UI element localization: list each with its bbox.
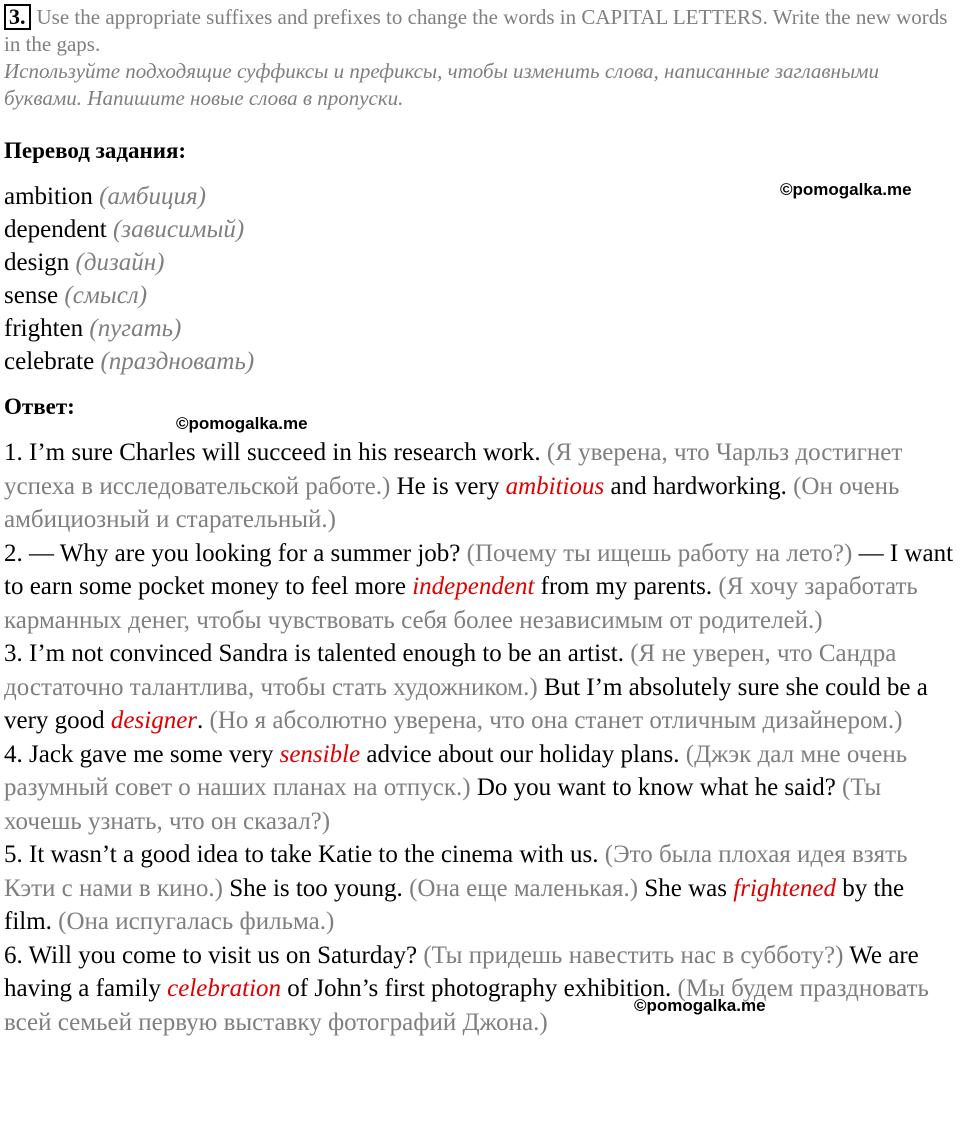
answer-word: independent bbox=[412, 573, 535, 600]
watermark: ©pomogalka.me bbox=[176, 414, 308, 433]
answer-item: 4. Jack gave me some very sensible advice about our holiday plans. (Джэк дал мне очень разумный совет о наших планах на отпуск.) Do you want to know what he said? (Ты хочешь узнать, что он сказал?) bbox=[4, 740, 908, 835]
word-item: frighten (пугать) bbox=[4, 315, 182, 342]
task-instruction bbox=[4, 4, 956, 112]
answer-item: 5. It wasn’t a good idea to take Katie to the cinema with us. (Это была плохая идея взять Кэти с нами в кино.) She is too young. (Она еще маленькая.) She was frightened by the film. (Она испугалась фильма.) bbox=[4, 841, 908, 935]
answer-item: 6. Will you come to visit us on Saturday? (Ты придешь навестить нас в субботу?) We are having a family celebration of John’s first photography exhibition. (Мы будем праздновать всей семьей первую выставку фотографий Джона.) bbox=[4, 941, 929, 1036]
word-item: dependent (зависимый) bbox=[4, 216, 245, 243]
answer-word: frightened bbox=[733, 874, 837, 902]
word-item: sense (смысл) bbox=[4, 282, 148, 309]
answer-word: celebration bbox=[167, 975, 282, 1002]
answer-list bbox=[4, 436, 954, 1039]
answer-item: 1. I’m sure Charles will succeed in his research work. (Я уверена, что Чарльз достигнет успеха в исследовательской работе.) He is very ambitious and hardworking. (Он очень амбициозный и старательный.) bbox=[4, 439, 903, 533]
watermark: ©pomogalka.me bbox=[634, 996, 766, 1015]
answer-word: designer bbox=[110, 707, 198, 734]
watermark: ©pomogalka.me bbox=[780, 180, 912, 199]
answer-word: sensible bbox=[279, 740, 361, 768]
word-item: design (дизайн) bbox=[4, 249, 165, 276]
instruction-russian: Используйте подходящие суффиксы и префиксы, чтобы изменить слова, написанные заглавными буквами. Напишите новые слова в пропуски. bbox=[4, 59, 880, 110]
task-number: 3. bbox=[4, 4, 31, 30]
answer-heading: Ответ: bbox=[4, 394, 75, 419]
word-item: celebrate (праздновать) bbox=[4, 348, 255, 375]
word-item: ambition (амбиция) bbox=[4, 183, 206, 210]
answer-word: ambitious bbox=[505, 472, 605, 500]
instruction-english: Use the appropriate suffixes and prefixes to change the words in CAPITAL LETTERS. Write the new words in the gaps. bbox=[4, 5, 948, 56]
answer-item: 3. I’m not convinced Sandra is talented enough to be an artist. (Я не уверен, что Сандра достаточно талантлива, чтобы стать художником.) But I’m absolutely sure she could be a very good designer. (Но я абсолютно уверена, что она станет отличным дизайнером.) bbox=[4, 640, 928, 734]
answer-item: 2. — Why are you looking for a summer job? (Почему ты ищешь работу на лето?) — I want to earn some pocket money to feel more independent from my parents. (Я хочу заработать карманных денег, чтобы чувствовать себя более независимым от родителей.) bbox=[4, 539, 954, 634]
word-list bbox=[4, 180, 254, 378]
translation-heading: Перевод задания: bbox=[4, 138, 187, 163]
